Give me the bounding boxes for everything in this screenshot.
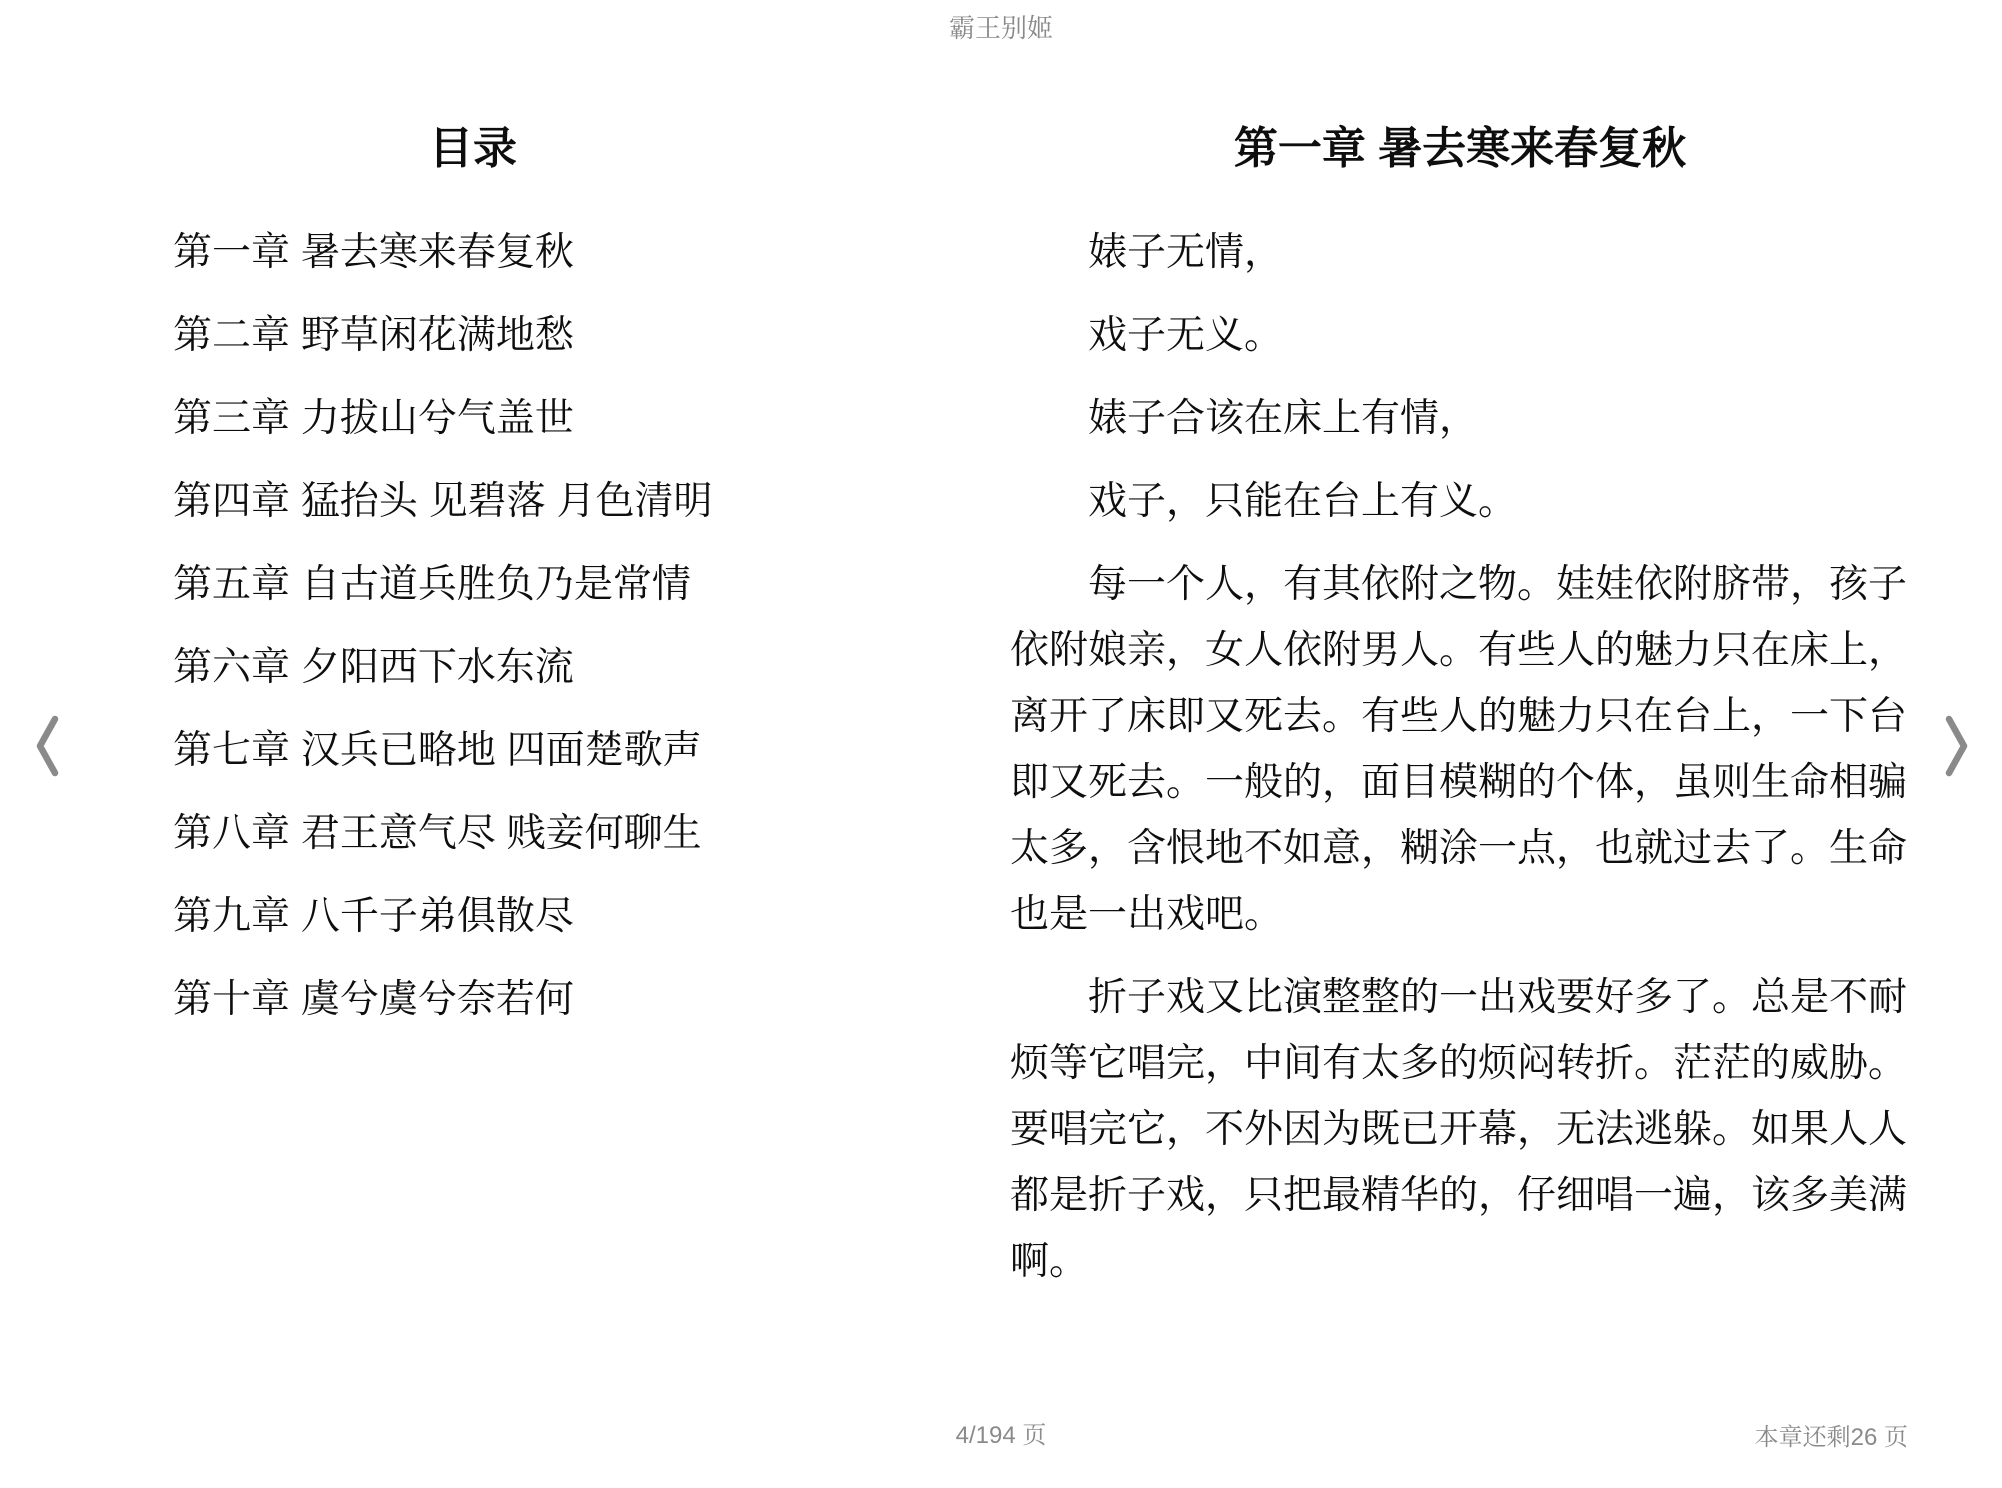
chapter-paragraph: 婊子合该在床上有情， [1088, 397, 1479, 440]
toc-item-chapter-3[interactable]: 第三章 力拔山兮气盖世 [173, 397, 574, 440]
toc-item-chapter-1[interactable]: 第一章 暑去寒来春复秋 [173, 231, 574, 274]
chapter-paragraph: 每一个人，有其依附之物。娃娃依附脐带，孩子依附娘亲，女人依附男人。有些人的魅力只在床上，离开了床即又死去。有些人的魅力只在台上，一下台即又死去。一般的，面目模糊的个体，虽则生命相骗太多，含恨地不如意，糊涂一点，也就过去了。生命也是一出戏吧。 [1010, 563, 1908, 936]
toc-item-chapter-2[interactable]: 第二章 野草闲花满地愁 [173, 314, 574, 357]
chapter-paragraph: 折子戏又比演整整的一出戏要好多了。总是不耐烦等它唱完，中间有太多的烦闷转折。茫茫的威胁。要唱完它，不外因为既已开幕，无法逃躲。如果人人都是折子戏，只把最精华的，仔细唱一遍，该多美满啊。 [1010, 976, 1908, 1283]
chapter-body [1010, 220, 1907, 1312]
next-page-button[interactable] [1942, 712, 1972, 780]
toc-item-chapter-9[interactable]: 第九章 八千子弟俱散尽 [173, 895, 574, 938]
chapter-remaining-indicator: 本章还剩26 页 [1754, 1424, 1908, 1451]
chevron-left-icon [34, 714, 60, 778]
chapter-paragraph: 戏子，只能在台上有义。 [1088, 480, 1518, 523]
chevron-right-icon [1944, 714, 1970, 778]
toc-item-chapter-10[interactable]: 第十章 虞兮虞兮奈若何 [173, 978, 574, 1021]
chapter-paragraph: 婊子无情， [1088, 231, 1284, 274]
toc-item-chapter-6[interactable]: 第六章 夕阳西下水东流 [173, 646, 574, 689]
chapter-paragraph: 戏子无义。 [1088, 314, 1284, 357]
toc-item-chapter-8[interactable]: 第八章 君王意气尽 贱妾何聊生 [173, 812, 702, 855]
page-indicator: 4/194 页 [955, 1422, 1047, 1449]
prev-page-button[interactable] [32, 712, 62, 780]
toc-title: 目录 [429, 124, 517, 173]
toc-item-chapter-7[interactable]: 第七章 汉兵已略地 四面楚歌声 [173, 729, 702, 772]
toc-item-chapter-5[interactable]: 第五章 自古道兵胜负乃是常情 [173, 563, 691, 606]
chapter-title: 第一章 暑去寒来春复秋 [1233, 124, 1687, 173]
book-title: 霸王别姬 [948, 13, 1053, 43]
toc-list [173, 220, 773, 1050]
toc-item-chapter-4[interactable]: 第四章 猛抬头 见碧落 月色清明 [173, 480, 713, 523]
